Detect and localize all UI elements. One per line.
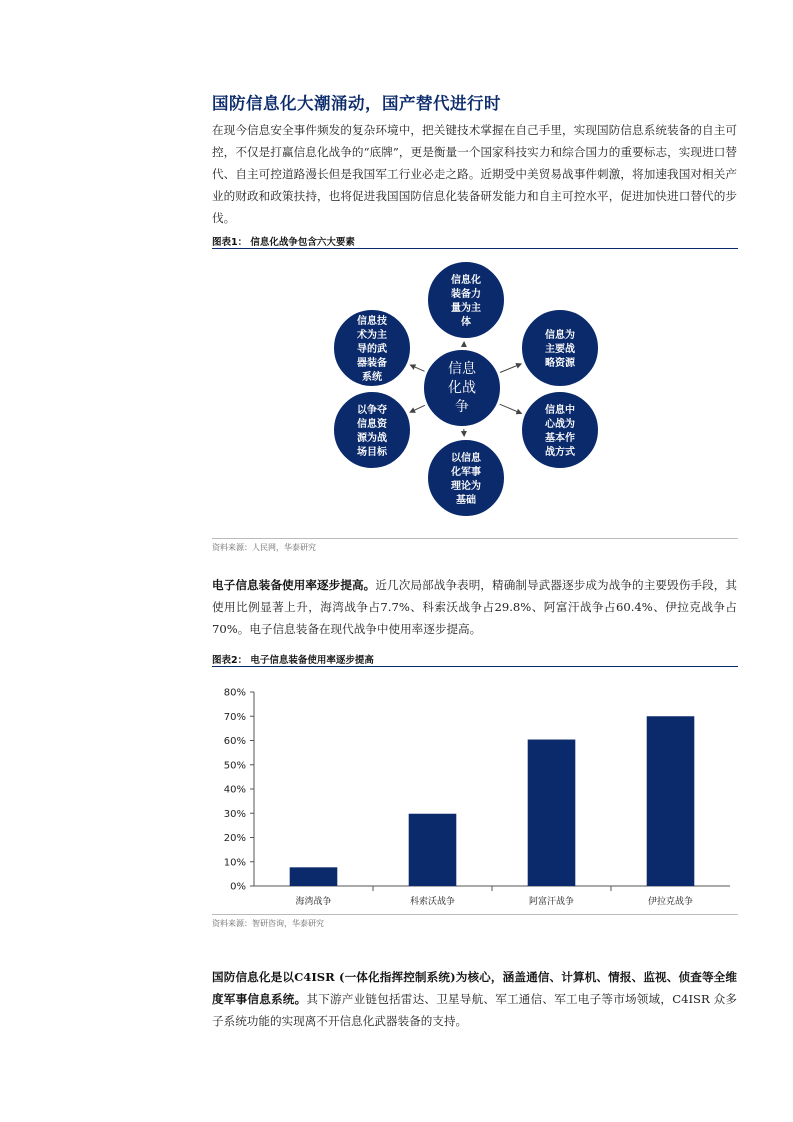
section-title: 国防信息化大潮涌动，国产替代进行时: [212, 94, 501, 113]
bar-4: [647, 716, 695, 886]
y-tick-label: 50%: [223, 760, 246, 772]
figure1-bottom-rule: [212, 538, 738, 539]
bar-1: [290, 867, 338, 886]
diagram-element-5: [333, 391, 411, 469]
bar-2: [409, 814, 457, 886]
diagram-element-1: [427, 261, 505, 339]
y-tick-label: 0%: [230, 881, 246, 893]
diagram-element-1-label: 装备力: [451, 289, 481, 300]
x-category-label: 科索沃战争: [409, 897, 456, 907]
diagram-element-2-label: 主要战: [545, 344, 575, 355]
x-category-label: 伊拉克战争: [647, 897, 694, 907]
figure2-title: 图表2： 电子信息装备使用率逐步提高: [212, 655, 374, 666]
y-tick-label: 70%: [223, 711, 246, 723]
usage-rate-bar-chart: [212, 680, 738, 910]
diagram-element-6-label: 术为主: [357, 330, 387, 341]
diagram-arrow: [500, 364, 521, 373]
diagram-element-1-label: 体: [461, 317, 471, 328]
paragraph-usage-rate-bold: 电子信息装备使用率逐步提高。: [212, 578, 376, 592]
paragraph-c4isr: [212, 966, 737, 1032]
six-elements-diagram: [212, 250, 738, 540]
diagram-element-3-label: 基本作: [545, 433, 575, 444]
y-tick-label: 60%: [223, 736, 246, 747]
figure2-source: 资料来源：智研咨询，华泰研究: [212, 919, 324, 928]
paragraph-usage-rate: [212, 574, 737, 640]
intro-paragraph: 在现今信息安全事件频发的复杂环境中，把关键技术掌握在自己手里，实现国防信息系统装备的自主可控，不仅是打赢信息化战争的“底牌”，更是衡量一个国家科技实力和综合国力的重要标志，实现进口替代、自主可控道路漫长但是我国军工行业必走之路。近期受中美贸易战事件刺激，将加速我国对相关产业的财政和政策扶持，也将促进我国国防信息化装备研发能力和自主可控水平，促进加快进口替代的步伐。: [212, 123, 737, 225]
diagram-element-3-label: 心战为: [545, 419, 575, 430]
diagram-element-5-label: 场目标: [357, 447, 387, 458]
figure2-bottom-rule: [212, 914, 738, 915]
figure2-top-rule: [212, 666, 738, 667]
x-category-label: 阿富汗战争: [528, 897, 575, 907]
diagram-element-3: [521, 391, 599, 469]
paragraph-usage-rate-text: 近几次局部战争表明，精确制导武器逐步成为战争的主要毁伤手段，其使用比例显著上升，海湾战争占7.7%、科索沃战争占29.8%、阿富汗战争占60.4%、伊拉克战争占70%。电子信息装备在现代战争中使用率逐步提高。: [212, 578, 737, 636]
diagram-element-6-label: 系统: [362, 372, 382, 383]
diagram-element-5-label: 信息资: [357, 419, 387, 430]
figure1-title: 图表1： 信息化战争包含六大要素: [212, 237, 355, 248]
diagram-center: [423, 349, 501, 427]
diagram-element-2: [521, 309, 599, 387]
y-tick-label: 10%: [223, 857, 246, 869]
diagram-center-label: 化战: [448, 380, 476, 396]
y-tick-label: 30%: [223, 808, 246, 820]
paragraph-c4isr-bold: 国防信息化是以C4ISR (一体化指挥控制系统)为核心，涵盖通信、计算机、情报、监视、侦查等全维度军事信息系统。: [212, 970, 737, 1006]
diagram-element-5-label: 以争夺: [357, 405, 387, 416]
diagram-element-6: [333, 309, 411, 387]
figure1-top-rule: [212, 248, 738, 249]
bar-3: [528, 740, 576, 886]
y-tick-label: 80%: [223, 687, 246, 699]
diagram-element-4-label: 理论为: [451, 481, 481, 492]
diagram-element-6-label: 器装备: [357, 358, 387, 369]
diagram-center-label: 争: [455, 399, 469, 415]
diagram-center-label: 信息: [448, 361, 476, 377]
diagram-element-4-label: 基础: [456, 495, 476, 506]
paragraph-c4isr-text: 其下游产业链包括雷达、卫星导航、军工通信、军工电子等市场领域，C4ISR 众多子系统功能的实现离不开信息化武器装备的支持。: [212, 992, 737, 1028]
diagram-element-5-label: 源为战: [357, 433, 387, 444]
diagram-element-3-label: 战方式: [545, 447, 575, 458]
diagram-arrow: [410, 405, 425, 412]
diagram-element-4-label: 以信息: [451, 453, 481, 464]
diagram-arrow: [410, 365, 424, 371]
diagram-element-6-label: 信息技: [357, 316, 387, 327]
diagram-element-4: [427, 439, 505, 517]
diagram-element-2-label: 略资源: [545, 358, 575, 369]
x-category-label: 海湾战争: [295, 897, 332, 907]
diagram-element-3-label: 信息中: [545, 405, 575, 416]
diagram-element-2-label: 信息为: [545, 330, 575, 341]
diagram-element-4-label: 化军事: [451, 467, 481, 478]
y-tick-label: 20%: [223, 833, 246, 844]
diagram-element-1-label: 信息化: [451, 275, 481, 286]
y-tick-label: 40%: [223, 784, 246, 796]
diagram-element-1-label: 量为主: [451, 303, 481, 314]
diagram-element-6-label: 导的武: [357, 344, 387, 355]
diagram-arrow: [500, 404, 522, 413]
figure1-source: 资料来源：人民网，华泰研究: [212, 543, 316, 552]
